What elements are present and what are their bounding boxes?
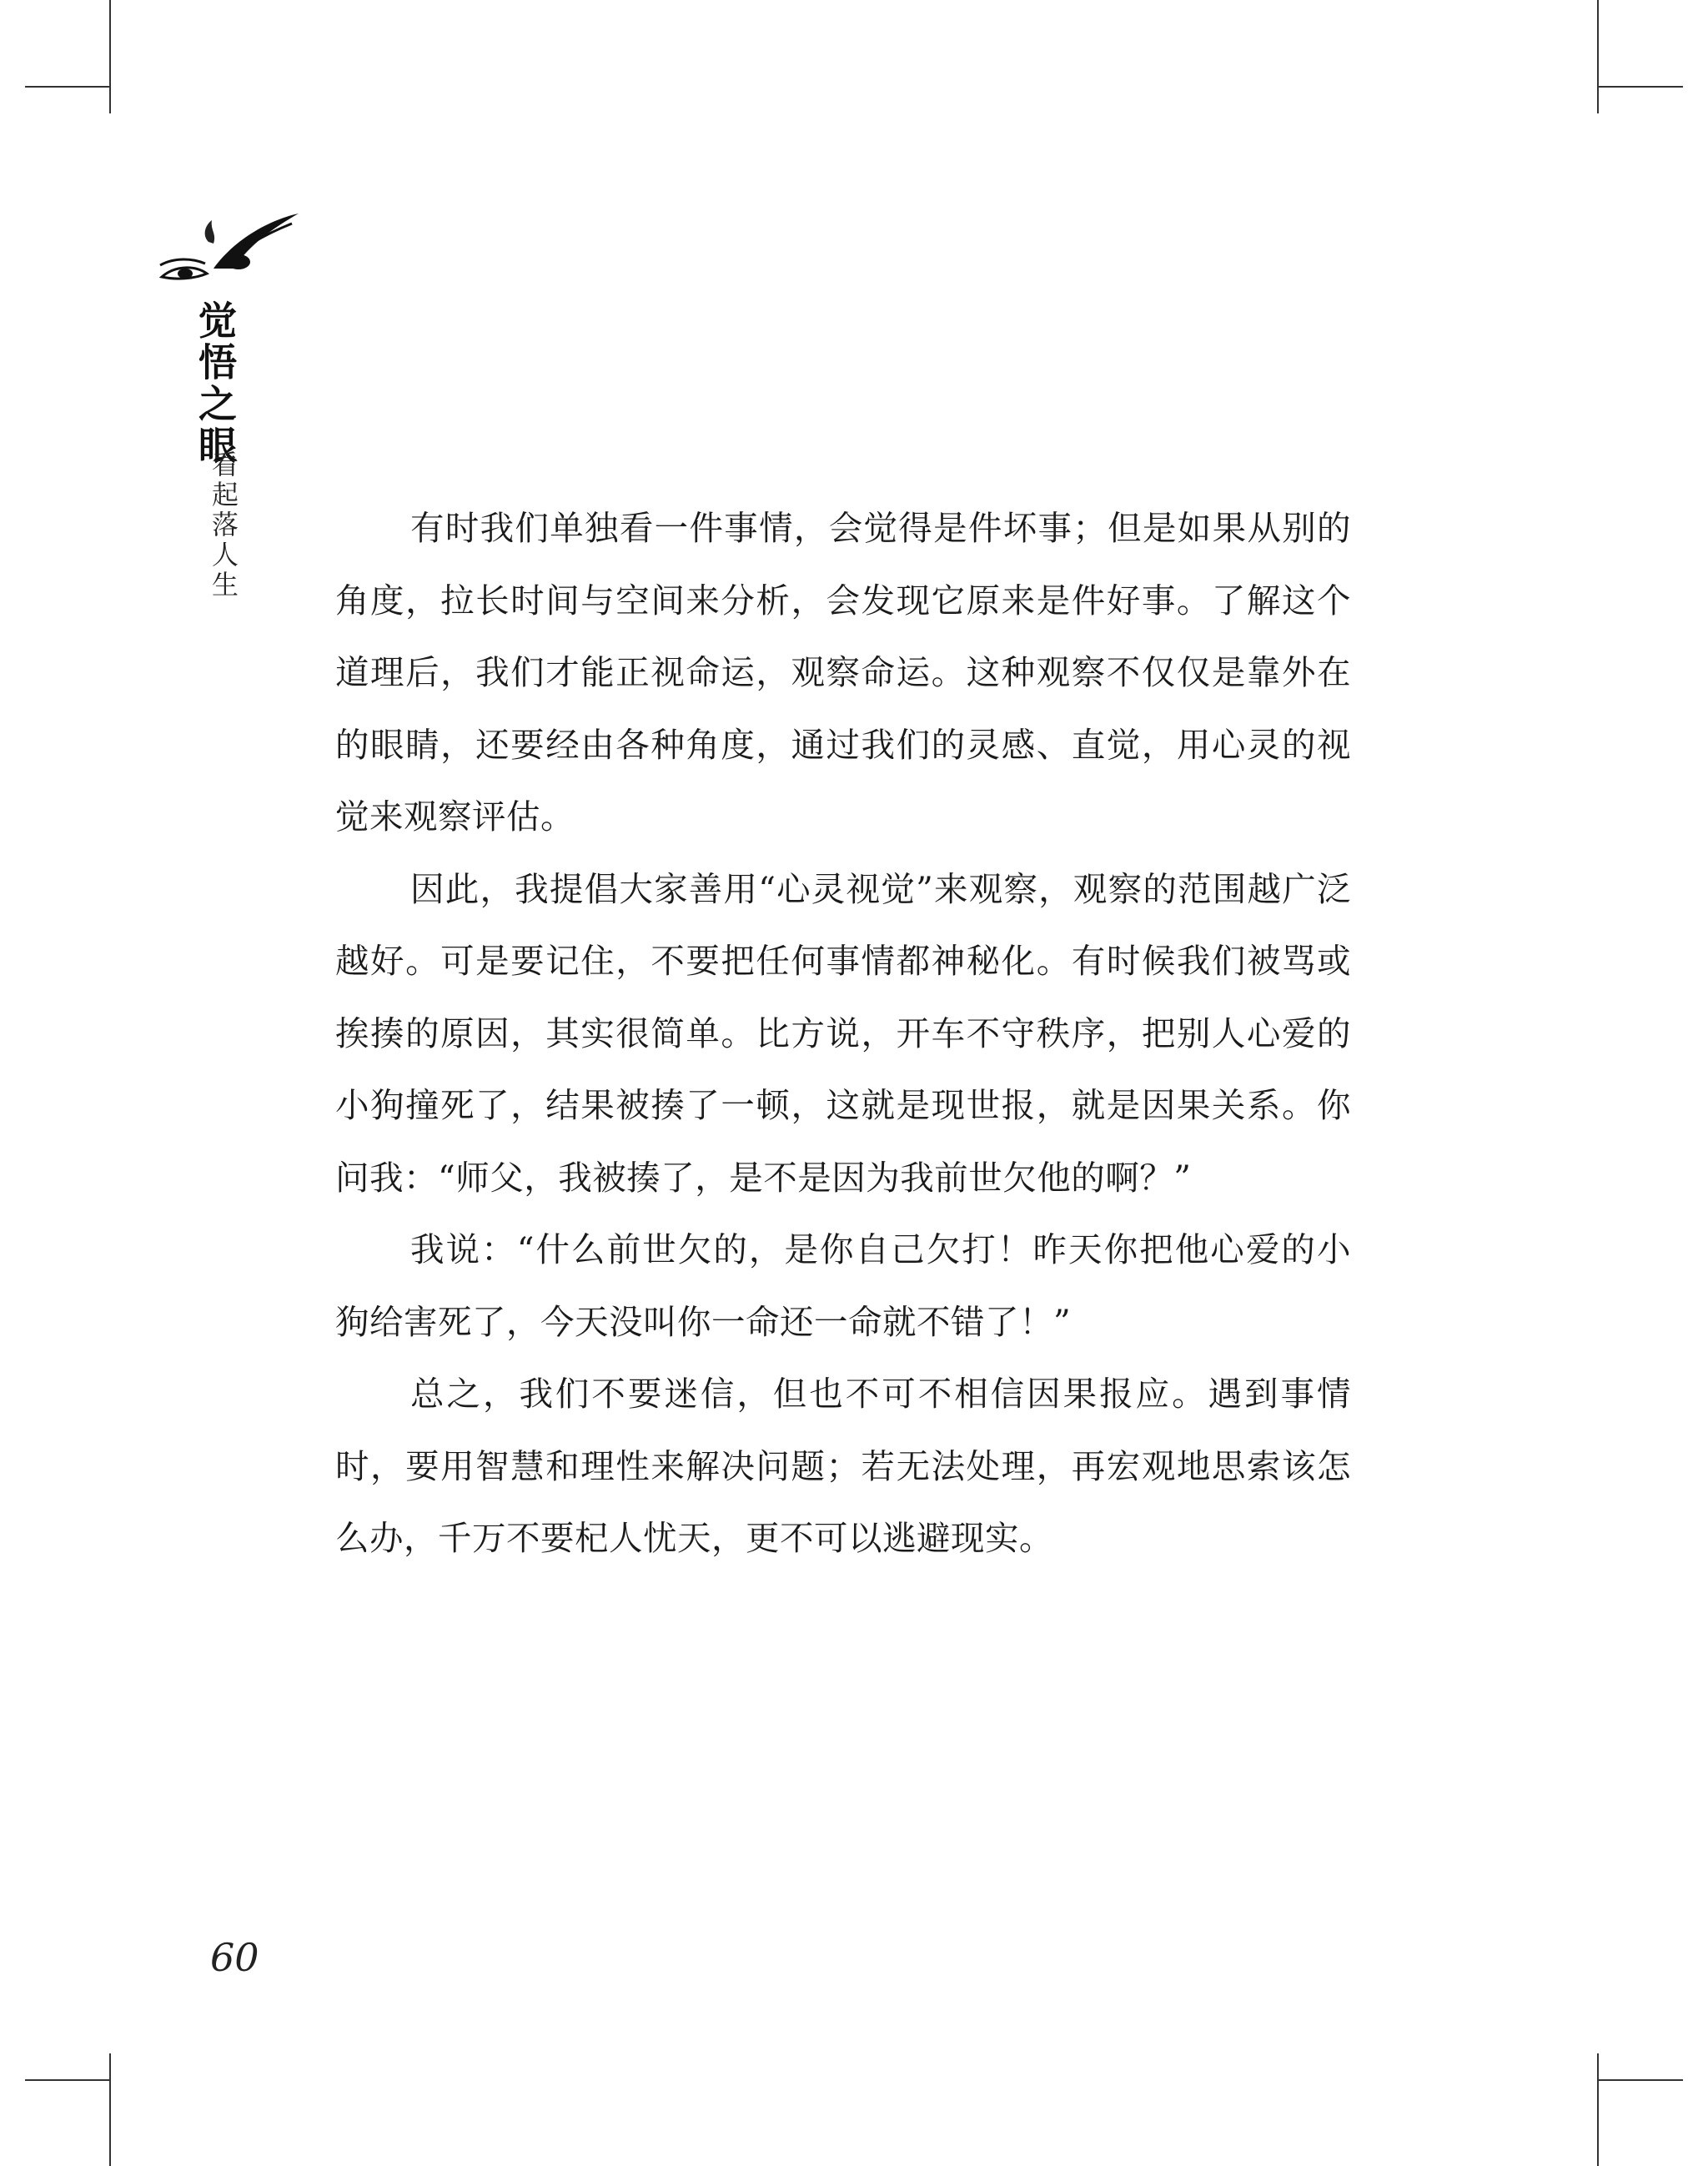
body-text xyxy=(335,492,1351,1575)
paragraph: 有时我们单独看一件事情，会觉得是件坏事；但是如果从别的角度，拉长时间与空间来分析，会发现它原来是件好事。了解这个道理后，我们才能正视命运，观察命运。这种观察不仅仅是靠外在的眼睛，还要经由各种角度，通过我们的灵感、直觉，用心灵的视觉来观察评估。 xyxy=(335,508,1351,837)
running-subtitle xyxy=(210,450,237,601)
book-title: 觉悟之眼 xyxy=(193,300,238,467)
crop-mark xyxy=(25,86,111,88)
paragraph: 总之，我们不要迷信，但也不可不相信因果报应。遇到事情时，要用智慧和理性来解决问题；若无法处理，再宏观地思索该怎么办，千万不要杞人忧天，更不可以逃避现实。 xyxy=(335,1374,1351,1558)
page-number: 60 xyxy=(210,1935,259,1980)
crop-mark xyxy=(1597,2079,1683,2081)
crop-mark xyxy=(109,2053,111,2166)
buddha-eyes-icon xyxy=(158,210,300,302)
book-subtitle: 看起落人生 xyxy=(208,450,239,601)
running-title xyxy=(190,300,240,467)
crop-mark xyxy=(1597,0,1599,113)
crop-mark xyxy=(1597,86,1683,88)
crop-mark xyxy=(109,0,111,113)
paragraph: 因此，我提倡大家善用“心灵视觉”来观察，观察的范围越广泛越好。可是要记住，不要把任何事情都神秘化。有时候我们被骂或挨揍的原因，其实很简单。比方说，开车不守秩序，把别人心爱的小狗撞死了，结果被揍了一顿，这就是现世报，就是因果关系。你问我：“师父，我被揍了，是不是因为我前世欠他的啊？” xyxy=(335,868,1351,1198)
paragraph: 我说：“什么前世欠的，是你自己欠打！昨天你把他心爱的小狗给害死了，今天没叫你一命还一命就不错了！” xyxy=(335,1229,1351,1342)
crop-mark xyxy=(25,2079,111,2081)
crop-mark xyxy=(1597,2053,1599,2166)
